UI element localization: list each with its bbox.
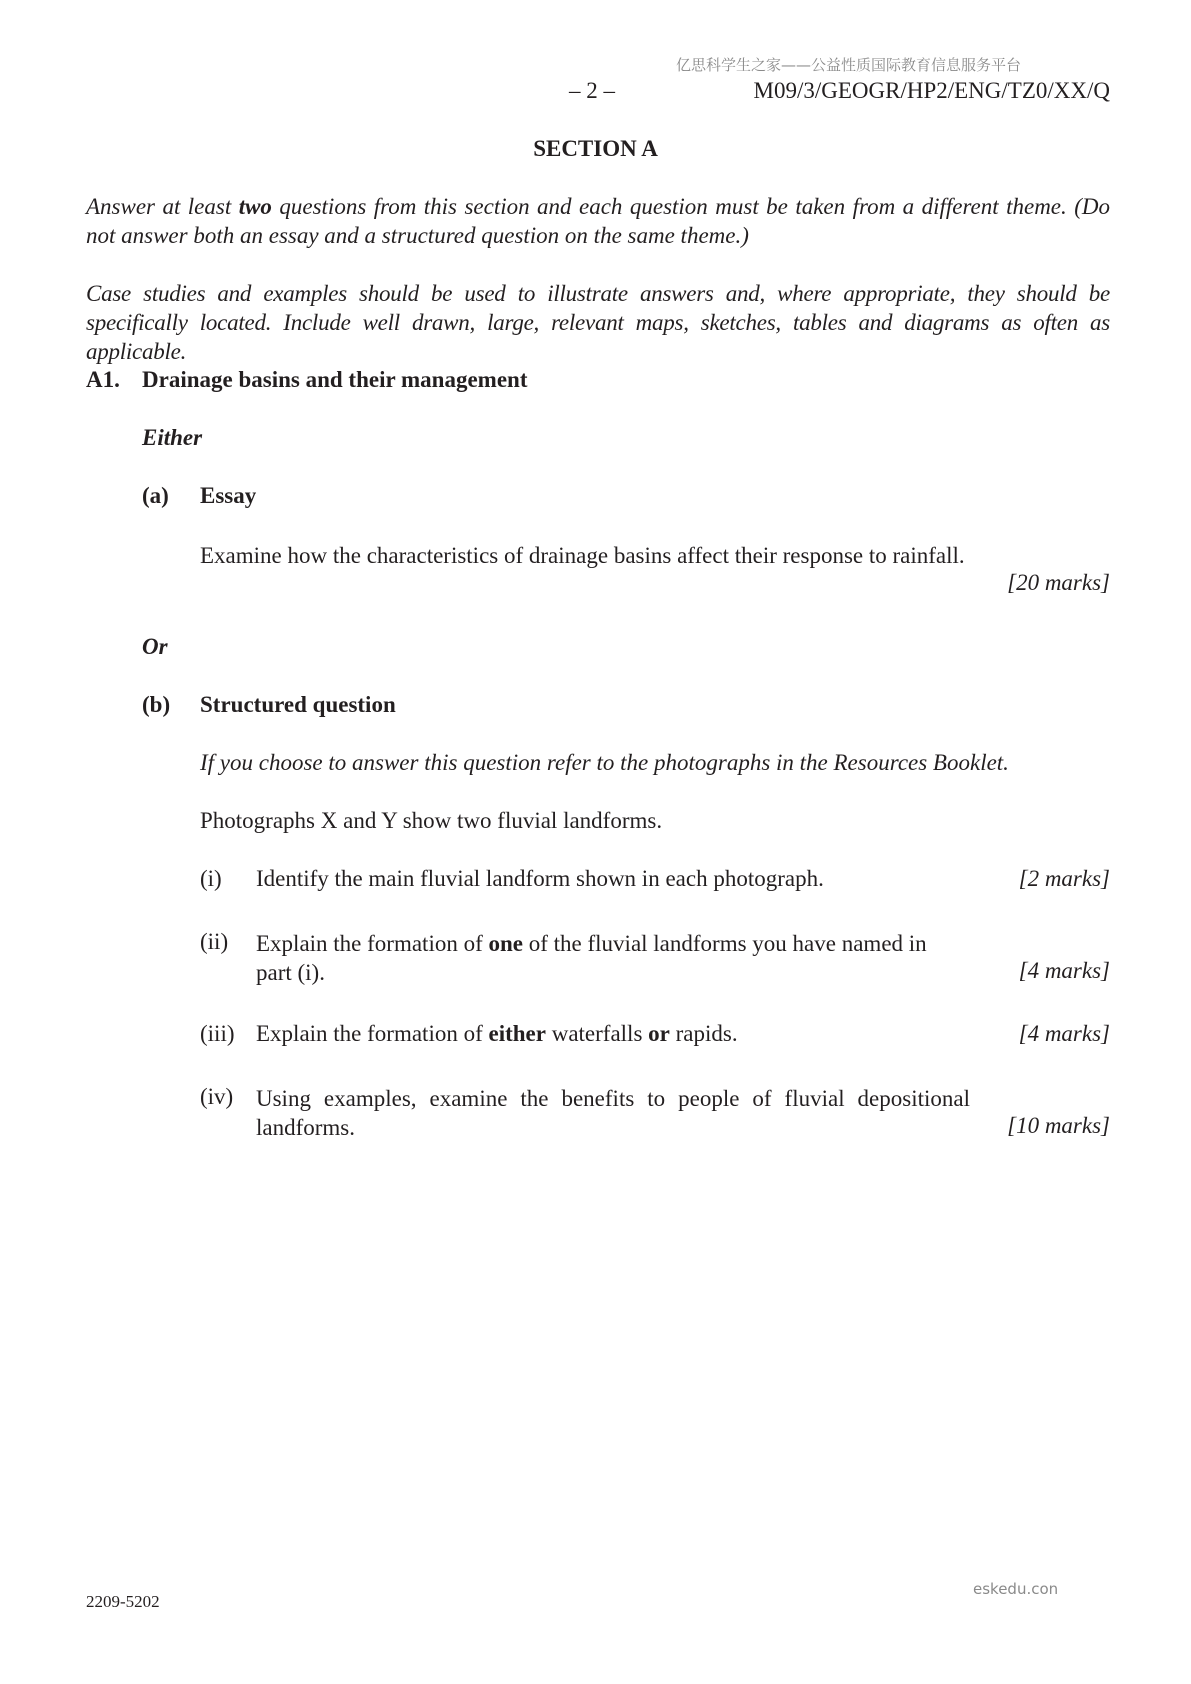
subpart-iv-text: Using examples, examine the benefits to people of fluvial depositional landforms. (256, 1086, 970, 1140)
subpart-iii-text: Explain the formation of either waterfalls or rapids. (256, 1021, 738, 1046)
part-a-text: Examine how the characteristics of drainage basins affect their response to rainfall. (200, 543, 965, 568)
part-a-label: (a) (142, 483, 169, 508)
instructions-paragraph-2: Case studies and examples should be used to illustrate answers and, where appropriate, they should be specifically located. Include well drawn, large, relevant maps, sketches, tables and diagrams as often as applicable. (86, 281, 1110, 364)
part-b-intro: Photographs X and Y show two fluvial landforms. (200, 808, 663, 833)
page-number: – 2 – (569, 78, 615, 103)
part-b-note: If you choose to answer this question refer to the photographs in the Resources Booklet. (200, 750, 1009, 775)
question-title: Drainage basins and their management (142, 367, 528, 392)
subpart-i-number: (i) (200, 866, 222, 891)
section-title: SECTION A (533, 136, 658, 161)
subpart-ii-number: (ii) (200, 929, 229, 954)
part-b-title: Structured question (200, 692, 396, 717)
watermark-top: 亿思科学生之家——公益性质国际教育信息服务平台 (676, 56, 1022, 74)
instructions-paragraph-1: Answer at least two questions from this section and each question must be taken from a different theme. (Do not answer both an essay and a structured question on the same theme.) (86, 194, 1110, 248)
footer-code: 2209-5202 (86, 1592, 160, 1611)
subpart-ii-marks: [4 marks] (1018, 958, 1110, 983)
exam-code: M09/3/GEOGR/HP2/ENG/TZ0/XX/Q (753, 78, 1110, 103)
question-number: A1. (86, 367, 120, 392)
subpart-i-text: Identify the main fluvial landform shown in each photograph. (256, 866, 824, 891)
part-a-title: Essay (200, 483, 257, 508)
subpart-i-marks: [2 marks] (1018, 866, 1110, 891)
part-a-marks: [20 marks] (1007, 570, 1110, 595)
part-b-label: (b) (142, 692, 171, 717)
subpart-iii-marks: [4 marks] (1018, 1021, 1110, 1046)
or-label: Or (142, 634, 168, 659)
subpart-iii-number: (iii) (200, 1021, 235, 1046)
either-label: Either (142, 425, 203, 450)
subpart-ii-text: Explain the formation of one of the fluvial landforms you have named in part (i). (256, 931, 927, 985)
subpart-iv-marks: [10 marks] (1007, 1113, 1110, 1138)
subpart-iv-number: (iv) (200, 1084, 234, 1109)
watermark-bottom: eskedu.con (973, 1580, 1059, 1598)
